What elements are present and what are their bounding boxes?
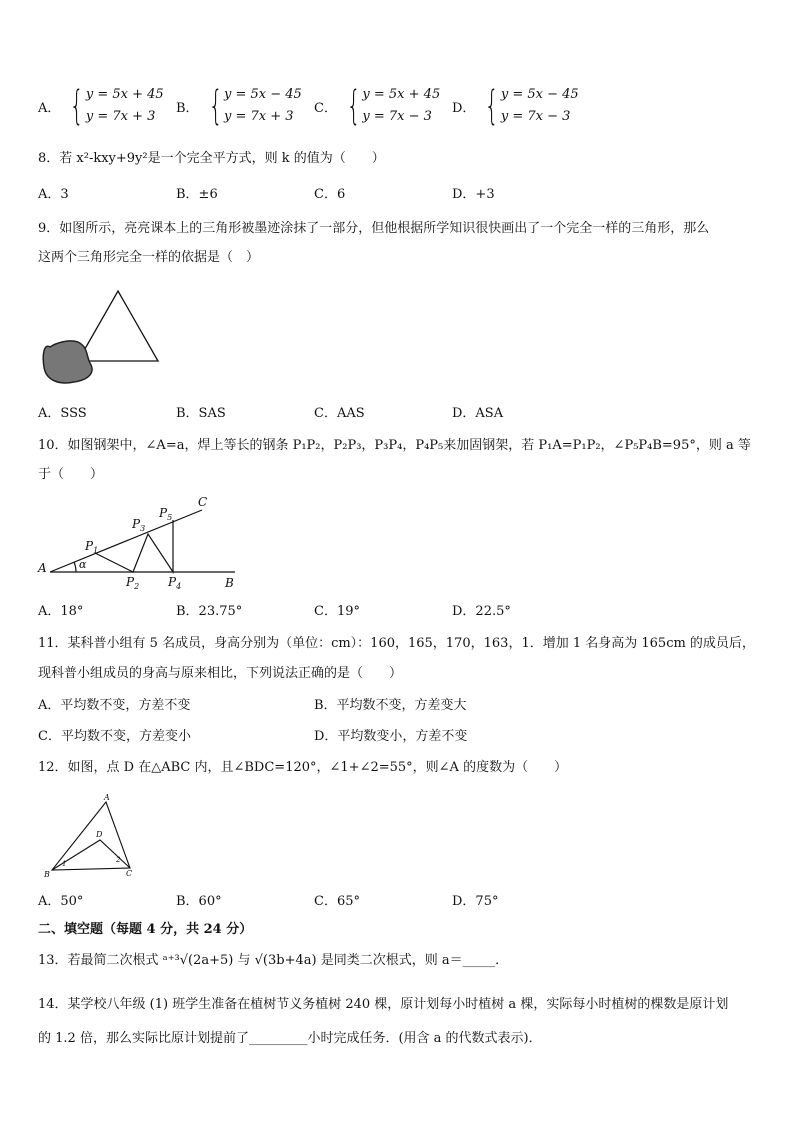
q10-stem-line2: 于（ ） [38, 467, 104, 482]
q10-option-c: C．19° [314, 604, 360, 619]
brace-icon: { [346, 83, 361, 129]
q14-line1: 14．某学校八年级 (1) 班学生准备在植树节义务植树 240 棵，原计划每小时植树 a 棵，实际每小时植树的棵数是原计划 [38, 997, 729, 1012]
label-a: A [104, 793, 110, 802]
brace-icon: { [208, 83, 223, 129]
q12-triangle-figure [34, 790, 144, 882]
label-alpha: α [79, 558, 87, 571]
q12-stem: 12．如图，点 D 在△ABC 内，且∠BDC=120°，∠1+∠2=55°，则∠A 的度数为（ ） [38, 760, 568, 775]
q8-option-d: D．+3 [452, 187, 495, 202]
label-c: C [198, 495, 208, 509]
q14-line2: 的 1.2 倍，那么实际比原计划提前了_________小时完成任务．(用含 a 的代数式表示)． [38, 1031, 542, 1046]
q8-option-c: C．6 [314, 187, 346, 202]
q9-option-a: A．SSS [38, 406, 87, 421]
q9-option-d: D．ASA [452, 406, 504, 421]
label-p3: $P_3$ [132, 517, 146, 533]
q11-stem-line1: 11．某科普小组有 5 名成员，身高分别为（单位：cm）：160，165，170，163，1．增加 1 名身高为 165cm 的成员后， [38, 636, 755, 651]
q11-option-d: D．平均数变小，方差不变 [314, 729, 468, 744]
label-d: D [96, 830, 103, 839]
q10-steel-frame-figure [30, 490, 250, 590]
angle-1-label: 1 [62, 860, 67, 868]
label-p4: $P_4$ [168, 575, 182, 590]
q12-option-c: C．65° [314, 894, 360, 909]
q9-option-c: C．AAS [314, 406, 365, 421]
q7-option-a: A． { y = 5x + 45 y = 7x + 3 [38, 83, 164, 129]
q11-option-b: B．平均数不变，方差变大 [314, 698, 467, 713]
q12-option-a: A．50° [38, 894, 84, 909]
q7-option-b: B． { y = 5x − 45 y = 7x + 3 [176, 83, 302, 129]
q8-option-a: A．3 [38, 187, 69, 202]
q11-option-a: A．平均数不变，方差不变 [38, 698, 191, 713]
q10-stem-line1: 10．如图钢架中，∠A=a，焊上等长的钢条 P₁P₂，P₂P₃，P₃P₄，P₄P₅来加固钢架，若 P₁A=P₁P₂，∠P₅P₄B=95°，则 a 等 [38, 438, 751, 453]
label-b: B [44, 870, 50, 879]
q9-stem-line1: 9．如图所示，亮亮课本上的三角形被墨迹涂抹了一部分，但他根据所学知识很快画出了一个完全一样的三角形，那么 [38, 221, 710, 236]
q8-stem: 8．若 x²-kxy+9y²是一个完全平方式，则 k 的值为（ ） [38, 151, 385, 166]
label-b: B [225, 576, 234, 590]
label-p2: $P_2$ [126, 575, 140, 590]
q8-option-b: B．±6 [176, 187, 218, 202]
q10-option-a: A．18° [38, 604, 84, 619]
q11-option-c: C．平均数不变，方差变小 [38, 729, 191, 744]
q9-triangle-figure [38, 285, 168, 390]
label-c: C [126, 869, 133, 878]
q9-stem-line2: 这两个三角形完全一样的依据是（ ） [38, 250, 260, 265]
q10-option-d: D．22.5° [452, 604, 511, 619]
q9-option-b: B．SAS [176, 406, 226, 421]
label-p1: $P_1$ [85, 539, 99, 555]
label-p5: $P_5$ [159, 506, 173, 522]
brace-icon: { [485, 83, 500, 129]
label-a: A [38, 561, 47, 575]
q7-option-c: C． { y = 5x + 45 y = 7x − 3 [314, 83, 441, 129]
angle-2-label: 2 [116, 856, 121, 864]
brace-icon: { [70, 83, 85, 129]
q10-option-b: B．23.75° [176, 604, 243, 619]
q7-option-d: D． { y = 5x − 45 y = 7x − 3 [452, 83, 579, 129]
section-title: 二、填空题（每题 4 分，共 24 分） [38, 922, 253, 937]
q11-stem-line2: 现科普小组成员的身高与原来相比，下列说法正确的是（ ） [38, 666, 403, 681]
q12-option-b: B．60° [176, 894, 222, 909]
q13-text: 13．若最简二次根式 ᵃ⁺³√(2a+5) 与 √(3b+4a) 是同类二次根式，则 a＝_____． [38, 953, 509, 968]
q12-option-d: D．75° [452, 894, 499, 909]
